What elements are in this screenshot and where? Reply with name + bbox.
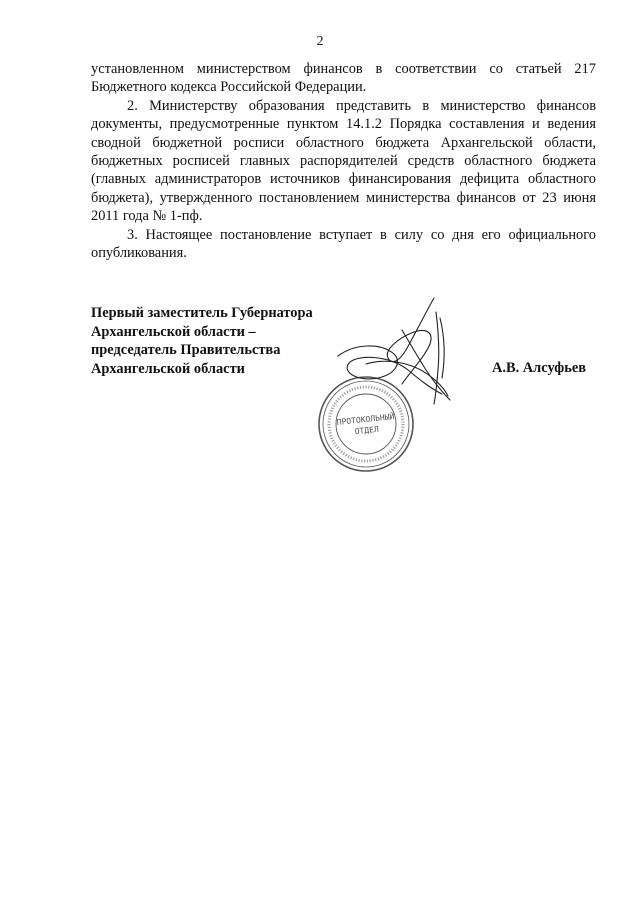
position-line: Первый заместитель Губернатора <box>91 305 313 321</box>
position-line: председатель Правительства <box>91 342 281 359</box>
paragraph-2: 2. Министерству образования представить в министерство финансов документы, предусмотренные пунктом 14.1.2 Порядка составления и ведения сводной бюджетной росписи областного бюджета Архангельской области, бюджетных росписей главных распорядителей средств областного бюджета (главных администраторов источников финансирования дефицита областного бюджета), утвержденного постановлением министерства финансов от 23 июня 2011 года № 1-пф. <box>91 97 596 225</box>
seal-line: ОТДЕЛ <box>354 424 380 437</box>
page-number: 2 <box>316 34 324 49</box>
paragraph-3: 3. Настоящее постановление вступает в силу со дня его официального опубликования. <box>91 226 596 262</box>
paragraph-continuation: установленном министерством финансов в соответствии со статьей 217 Бюджетного кодекса Российской Федерации. <box>91 61 596 96</box>
position-line: Архангельской области <box>91 360 245 377</box>
document-body <box>91 60 596 262</box>
signatory-position <box>91 304 351 378</box>
handwritten-signature <box>330 292 490 412</box>
position-line: Архангельской области – <box>91 323 256 340</box>
seal-line: ПРОТОКОЛЬНЫЙ <box>336 412 395 428</box>
signatory-name: А.В. Алсуфьев <box>492 360 587 376</box>
